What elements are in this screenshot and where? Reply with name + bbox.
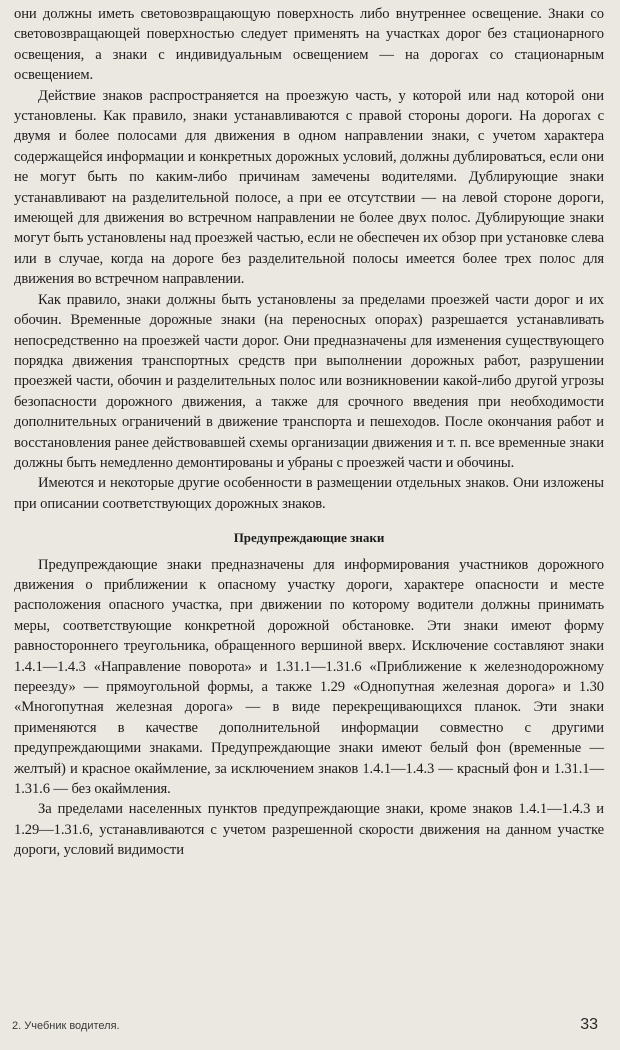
- paragraph-3: Как правило, знаки должны быть установлены за пределами проезжей части дорог и их обочин. Временные дорожные знаки (на переносных опорах) разрешается устанавливать непосредственно на проезжей части дорог. Они предназначены для изменения существующего порядка движения транспортных средств при выполнении дорожных работ, разрушении проезжей части, обочин и разделительных полос или возникновении какой-либо другой угрозы безопасности дорожного движения, а также для срочного введения при необходимости дополнительных ограничений в движение транспорта и пешеходов. После окончания работ и восстановления ранее действовавшей схемы организации движения и т. п. все временные знаки должны быть немедленно демонтированы и убраны с проезжей части и обочины.: [14, 291, 604, 471]
- paragraph-5: Предупреждающие знаки предназначены для информирования участников дорожного движения о приближении к опасному участку дороги, характере опасности и месте расположения опасного участка, при движении по которому водители должны принимать меры, соответствующие конкретной дорожной обстановке. Эти знаки имеют форму равностороннего треугольника, обращенного вершиной вверх. Исключение составляют знаки 1.4.1—1.4.3 «Направление поворота» и 1.31.1—1.31.6 «Приближение к железнодорожному переезду» — прямоугольной формы, а также 1.29 «Однопутная железная дорога» и 1.30 «Многопутная железная дорога» — в виде перекрещивающихся планок. Эти знаки применяются в качестве дополнительной информации совместно с другими предупреждающими знаками. Предупреждающие знаки имеют белый фон (временные — желтый) и красное окаймление, за исключением знаков 1.4.1—1.4.3 — красный фон и 1.31.1—1.31.6 — без окаймления.: [14, 556, 604, 798]
- paragraph-1: они должны иметь световозвращающую поверхность либо внутреннее освещение. Знаки со световозвращающей поверхностью следует применять на участках дорог без стационарного освещения, а знаки с индивидуальным освещением — на дорогах со стационарным освещением.: [14, 6, 604, 84]
- page-number: 33: [580, 1016, 598, 1033]
- paragraph-4: Имеются и некоторые другие особенности в размещении отдельных знаков. Они изложены при описании соответствующих дорожных знаков.: [14, 475, 604, 512]
- section-heading: Предупреждающие знаки: [233, 530, 385, 546]
- paragraph-6: За пределами населенных пунктов предупреждающие знаки, кроме знаков 1.4.1—1.4.3 и 1.29—1.31.6, устанавливаются с учетом разрешенной скорости движения на данном участке дороги, условий видимости: [14, 801, 604, 859]
- footer-book-title: 2. Учебник водителя.: [12, 1020, 120, 1032]
- paragraph-2: Действие знаков распространяется на проезжую часть, у которой или над которой они установлены. Как правило, знаки устанавливаются с правой стороны дороги. На дорогах с двумя и более полосами для движения в одном направлении знаки, с учетом характера содержащейся информации и конкретных дорожных условий, должны дублироваться, если они не могут быть по каким-либо причинам замечены водителями. Дублирующие знаки устанавливают на разделительной полосе, а при ее отсутствии — на левой стороне дороги, имеющей для движения во встречном направлении не более двух полос. Дублирующие знаки могут быть установлены над проезжей частью, если не обеспечен их обзор при установке слева или в случае, когда на дороге без разделительной полосы имеется более трех полос для движения во встречном направлении.: [14, 87, 604, 288]
- page-text: [14, 4, 604, 861]
